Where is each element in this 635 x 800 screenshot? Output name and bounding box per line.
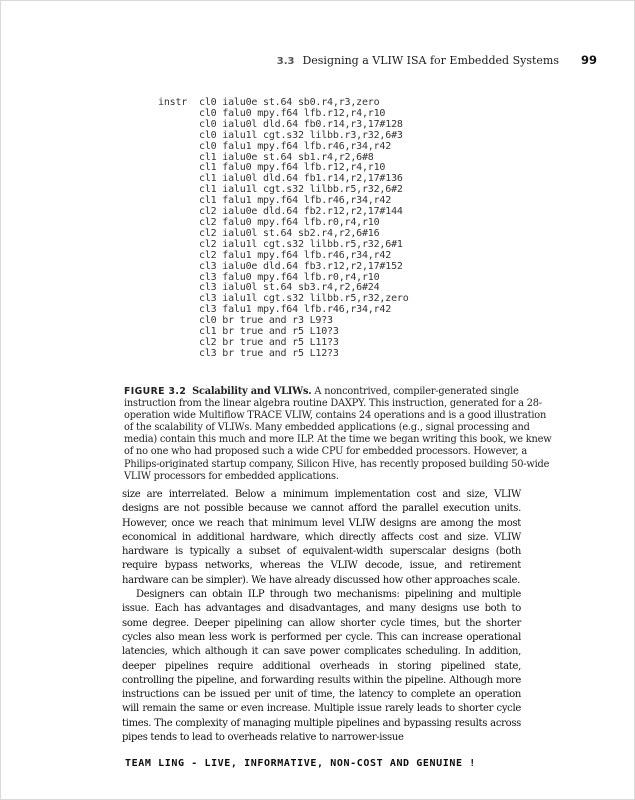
code-line: [158, 349, 409, 360]
code-line-text: cl2 ialu0l st.64 sb2.r4,r2,6#16: [199, 227, 380, 239]
code-line-text: cl1 ialu0e st.64 sb1.r4,r2,6#8: [199, 151, 374, 163]
code-line-text: cl2 falu1 mpy.f64 lfb.r46,r34,r42: [199, 249, 392, 261]
code-line-indent: [158, 185, 199, 196]
header-chapter-title: Designing a VLIW ISA for Embedded Systems: [302, 54, 559, 67]
code-instr-label: instr: [158, 97, 188, 108]
code-line: [158, 262, 409, 273]
code-line-indent: [158, 273, 199, 284]
code-line-indent: [158, 131, 199, 142]
code-line-indent: [158, 229, 199, 240]
code-line-text: cl3 falu1 mpy.f64 lfb.r46,r34,r42: [199, 304, 392, 316]
code-line-text: cl1 falu1 mpy.f64 lfb.r46,r34,r42: [199, 195, 392, 207]
code-line-text: cl2 falu0 mpy.f64 lfb.r0,r4,r10: [199, 216, 380, 228]
header-section-number: 3.3: [276, 56, 295, 67]
code-line-indent: [158, 316, 199, 327]
code-line-indent: [158, 349, 199, 360]
code-line-indent: [158, 196, 199, 207]
code-listing: [158, 98, 409, 360]
code-line-indent: [158, 262, 199, 273]
code-line-indent: [158, 338, 199, 349]
code-line-text: cl0 ialu0e st.64 sb0.r4,r3,zero: [199, 97, 380, 108]
code-line-text: cl2 ialu0e dld.64 fb2.r12,r2,17#144: [199, 206, 403, 218]
code-line-indent: [158, 207, 199, 218]
code-line-indent: [158, 240, 199, 251]
figure-caption: [124, 386, 557, 483]
code-line-text: cl0 falu0 mpy.f64 lfb.r12,r4,r10: [199, 107, 386, 119]
running-header: [277, 53, 597, 67]
code-line-text: cl3 ialu1l cgt.s32 lilbb.r5,r32,zero: [199, 293, 409, 305]
header-page-number: 99: [580, 53, 597, 67]
code-line-text: cl0 ialu1l cgt.s32 lilbb.r3,r32,6#3: [199, 129, 403, 141]
code-line-indent: [158, 120, 199, 131]
code-line-indent: [158, 142, 199, 153]
code-line-text: cl2 br true and r5 L11?3: [199, 336, 339, 348]
figure-caption-text: A noncontrived, compiler-generated single instruction from the linear algebra routine DAXPY. This instruction, generated for a 28-operation wide Multiflow TRACE VLIW, contains 24 operations and is a good illustration of the scalability of VLIWs. Many embedded applications (e.g., signal processing and media) contain this much and more ILP. At the time we began writing this book, we knew of no one who had proposed such a wide CPU for embedded processors. However, a Philips-originated startup company, Silicon Hive, has recently proposed building 50-wide VLIW processors for embedded applications.: [124, 386, 552, 482]
body-text: [122, 488, 521, 745]
code-line-text: cl3 br true and r5 L12?3: [199, 347, 339, 359]
figure-caption-tag: FIGURE 3.2: [124, 386, 187, 397]
code-line: [158, 251, 409, 262]
body-paragraph-1: size are interrelated. Below a minimum implementation cost and size, VLIW designs are not possible because we cannot afford the parallel execution units. However, once we reach that minimum level VLIW designs are among the most economical in additional hardware, which directly affects cost and size. VLIW hardware is typically a subset of equivalent-width superscalar designs (both require bypass networks, whereas the VLIW decode, issue, and retirement hardware can be simpler). We have already discussed how other approaches scale.: [122, 489, 521, 586]
code-line-indent: [158, 251, 199, 262]
code-line-text: cl2 ialu1l cgt.s32 lilbb.r5,r32,6#1: [199, 238, 403, 250]
code-line-text: cl1 falu0 mpy.f64 lfb.r12,r4,r10: [199, 162, 386, 174]
code-line-text: cl1 ialu1l cgt.s32 lilbb.r5,r32,6#2: [199, 184, 403, 196]
code-line-indent: [158, 153, 199, 164]
code-line-text: cl3 falu0 mpy.f64 lfb.r0,r4,r10: [199, 271, 380, 283]
code-line-indent: [158, 218, 199, 229]
code-line-indent: [158, 305, 199, 316]
code-line-text: cl1 br true and r5 L10?3: [199, 326, 339, 338]
code-line-text: cl3 ialu0l st.64 sb3.r4,r2,6#24: [199, 282, 380, 294]
code-line-indent: [158, 294, 199, 305]
code-line-indent: [158, 163, 199, 174]
code-line-indent: [158, 174, 199, 185]
code-line-indent: [158, 327, 199, 338]
code-line-text: cl0 falu1 mpy.f64 lfb.r46,r34,r42: [199, 140, 392, 152]
figure-caption-title: Scalability and VLIWs.: [192, 386, 312, 397]
body-paragraph-2: Designers can obtain ILP through two mechanisms: pipelining and multiple issue. Each has advantages and disadvantages, and many designs use both to some degree. Deeper pipelining can allow shorter cycle times, but the shorter cycles also mean less work is performed per cycle. This can increase operational latencies, which although it can save power complicates scheduling. In addition, deeper pipelines require additional overheads in storing pipelined state, controlling the pipeline, and forwarding results within the pipeline. Although more instructions can be issued per unit of time, the latency to complete an operation will remain the same or even increase. Multiple issue rarely leads to shorter cycle times. The complexity of managing multiple pipelines and bypassing results across pipes tends to lead to overheads relative to narrower-issue: [122, 589, 521, 744]
code-line-text: cl1 ialu0l dld.64 fb1.r14,r2,17#136: [199, 173, 403, 185]
code-line-text: cl3 ialu0e dld.64 fb3.r12,r2,17#152: [199, 260, 403, 272]
code-line-indent: [158, 109, 199, 120]
code-line-indent: [158, 283, 199, 294]
footer-banner: TEAM LING - LIVE, INFORMATIVE, NON-COST AND GENUINE !: [125, 758, 476, 769]
code-line-text: cl0 br true and r3 L9?3: [199, 315, 333, 327]
code-line-text: cl0 ialu0l dld.64 fb0.r14,r3,17#128: [199, 118, 403, 130]
code-line: [158, 131, 409, 142]
code-line: [158, 142, 409, 153]
